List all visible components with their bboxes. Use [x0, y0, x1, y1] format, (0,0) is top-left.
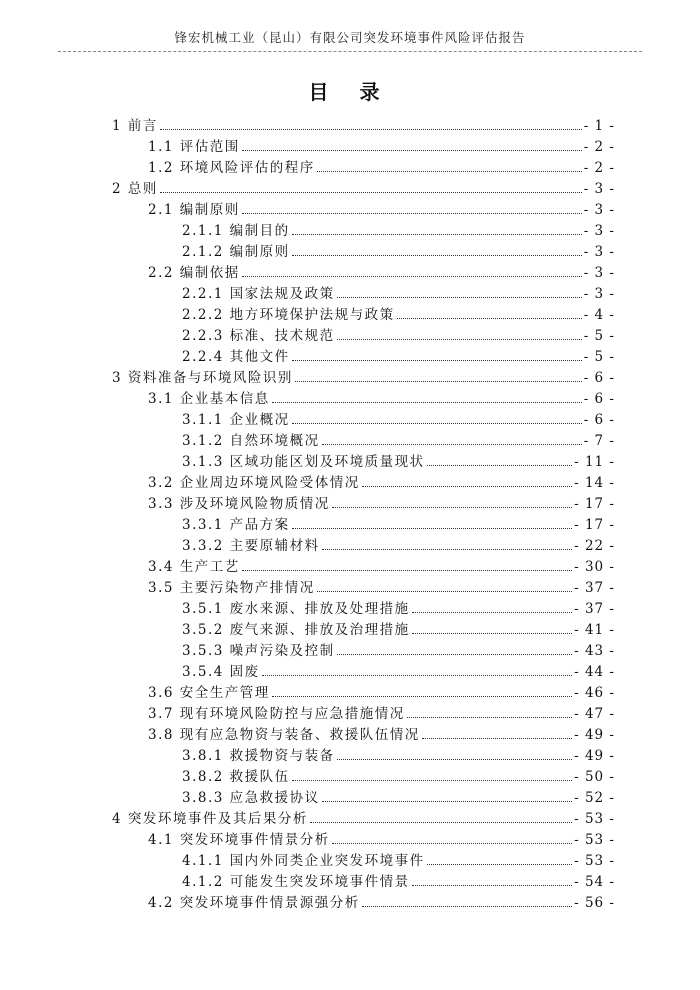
toc-entry[interactable]: [182, 407, 615, 428]
toc-leader-dots: [292, 359, 582, 361]
toc-entry[interactable]: [182, 512, 615, 533]
toc-leader-dots: [362, 905, 572, 907]
toc-page-number: - 3 -: [583, 181, 615, 197]
toc-entry[interactable]: [182, 302, 615, 323]
toc-entry-title: 3.8.2 救援队伍: [182, 769, 290, 785]
toc-page-number: - 44 -: [574, 664, 615, 680]
toc-entry-title: 3.3.1 产品方案: [182, 517, 290, 533]
toc-entry[interactable]: [182, 617, 615, 638]
toc-leader-dots: [322, 548, 572, 550]
toc-leader-dots: [317, 590, 572, 592]
toc-leader-dots: [262, 674, 572, 676]
toc-entry-title: 3.5.1 废水来源、排放及处理措施: [182, 601, 410, 617]
toc-page-number: - 30 -: [574, 559, 615, 575]
toc-page-number: - 6 -: [583, 391, 615, 407]
toc-entry[interactable]: [148, 890, 615, 911]
toc-page-number: - 5 -: [583, 349, 615, 365]
toc-page-number: - 43 -: [574, 643, 615, 659]
toc-page-number: - 2 -: [583, 139, 615, 155]
toc-page-number: - 7 -: [583, 433, 615, 449]
toc-entry-title: 3.8.1 救援物资与装备: [182, 748, 335, 764]
toc-page-number: - 3 -: [583, 202, 615, 218]
toc-entry[interactable]: [182, 323, 615, 344]
toc-entry[interactable]: [148, 260, 615, 281]
toc-leader-dots: [337, 296, 582, 298]
toc-page-number: - 3 -: [583, 244, 615, 260]
toc-leader-dots: [427, 464, 572, 466]
toc-entry-title: 2.2.4 其他文件: [182, 349, 290, 365]
toc-page-number: - 4 -: [583, 307, 615, 323]
toc-page-number: - 3 -: [583, 286, 615, 302]
toc-page-number: - 53 -: [574, 853, 615, 869]
toc-leader-dots: [412, 632, 572, 634]
toc-entry[interactable]: [112, 176, 615, 197]
toc-leader-dots: [332, 506, 572, 508]
toc-entry[interactable]: [148, 134, 615, 155]
toc-entry[interactable]: [182, 239, 615, 260]
toc-leader-dots: [310, 821, 572, 823]
toc-entry-title: 3.3 涉及环境风险物质情况: [148, 496, 330, 512]
toc-page-number: - 49 -: [574, 748, 615, 764]
toc-entry[interactable]: [182, 596, 615, 617]
toc-leader-dots: [412, 611, 572, 613]
toc-entry[interactable]: [148, 197, 615, 218]
toc-entry[interactable]: [182, 743, 615, 764]
toc-entry[interactable]: [148, 470, 615, 491]
toc-entry-title: 3.5 主要污染物产排情况: [148, 580, 315, 596]
toc-leader-dots: [292, 254, 582, 256]
toc-entry-title: 3 资料准备与环境风险识别: [112, 370, 293, 386]
toc-entry[interactable]: [148, 386, 615, 407]
toc-entry-title: 4 突发环境事件及其后果分析: [112, 811, 308, 827]
toc-entry-title: 3.5.2 废气来源、排放及治理措施: [182, 622, 410, 638]
toc-entry-title: 1.1 评估范围: [148, 139, 240, 155]
toc-leader-dots: [322, 443, 582, 445]
toc-leader-dots: [160, 128, 582, 130]
toc-page-number: - 37 -: [574, 601, 615, 617]
toc-entry[interactable]: [148, 575, 615, 596]
toc-leader-dots: [295, 380, 582, 382]
toc-leader-dots: [362, 485, 572, 487]
toc-page-number: - 49 -: [574, 727, 615, 743]
toc-entry-title: 3.7 现有环境风险防控与应急措施情况: [148, 706, 405, 722]
toc-entry[interactable]: [148, 680, 615, 701]
toc-page-number: - 56 -: [574, 895, 615, 911]
toc-leader-dots: [397, 317, 582, 319]
toc-entry[interactable]: [148, 827, 615, 848]
toc-entry-title: 4.1 突发环境事件情景分析: [148, 832, 330, 848]
toc-page-number: - 6 -: [583, 370, 615, 386]
toc-entry-title: 2.2 编制依据: [148, 265, 240, 281]
toc-page-number: - 54 -: [574, 874, 615, 890]
toc-entry[interactable]: [182, 764, 615, 785]
toc-leader-dots: [422, 737, 572, 739]
toc-entry[interactable]: [148, 722, 615, 743]
toc-entry[interactable]: [182, 344, 615, 365]
toc-entry[interactable]: [182, 533, 615, 554]
toc-leader-dots: [332, 842, 572, 844]
toc-entry-title: 2.1 编制原则: [148, 202, 240, 218]
toc-page-number: - 17 -: [574, 496, 615, 512]
toc-entry-title: 4.2 突发环境事件情景源强分析: [148, 895, 360, 911]
toc-entry-title: 2.2.2 地方环境保护法规与政策: [182, 307, 395, 323]
header-divider: [58, 51, 642, 52]
toc-leader-dots: [412, 884, 572, 886]
toc-entry-title: 4.1.1 国内外同类企业突发环境事件: [182, 853, 425, 869]
toc-leader-dots: [272, 401, 582, 403]
toc-entry-title: 3.1 企业基本信息: [148, 391, 270, 407]
toc-page-number: - 52 -: [574, 790, 615, 806]
toc-entry-title: 3.1.1 企业概况: [182, 412, 290, 428]
toc-page-number: - 47 -: [574, 706, 615, 722]
toc-page-number: - 6 -: [583, 412, 615, 428]
toc-leader-dots: [242, 569, 572, 571]
toc-leader-dots: [322, 800, 572, 802]
toc-page-number: - 1 -: [583, 118, 615, 134]
toc-entry-title: 1 前言: [112, 118, 158, 134]
toc-entry-title: 3.4 生产工艺: [148, 559, 240, 575]
toc-page-number: - 37 -: [574, 580, 615, 596]
toc-entry-title: 3.1.3 区域功能区划及环境质量现状: [182, 454, 425, 470]
toc-entry-title: 4.1.2 可能发生突发环境事件情景: [182, 874, 410, 890]
toc-leader-dots: [407, 716, 572, 718]
toc-page-number: - 2 -: [583, 160, 615, 176]
toc-leader-dots: [242, 275, 582, 277]
toc-entry[interactable]: [148, 155, 615, 176]
toc-leader-dots: [292, 779, 572, 781]
toc-leader-dots: [337, 653, 572, 655]
toc-entry[interactable]: [182, 218, 615, 239]
toc-entry-title: 3.5.4 固废: [182, 664, 260, 680]
toc-entry[interactable]: [148, 701, 615, 722]
toc-entry-title: 1.2 环境风险评估的程序: [148, 160, 315, 176]
toc-page-number: - 50 -: [574, 769, 615, 785]
toc-entry[interactable]: [182, 281, 615, 302]
toc-entry[interactable]: [148, 554, 615, 575]
toc-entry-title: 3.6 安全生产管理: [148, 685, 270, 701]
toc-entry-title: 2 总则: [112, 181, 158, 197]
toc-leader-dots: [242, 212, 582, 214]
toc-page-number: - 3 -: [583, 223, 615, 239]
toc-entry[interactable]: [182, 848, 615, 869]
toc-page-number: - 3 -: [583, 265, 615, 281]
toc-page-number: - 22 -: [574, 538, 615, 554]
toc-leader-dots: [337, 338, 582, 340]
toc-page-number: - 46 -: [574, 685, 615, 701]
toc-entry[interactable]: [148, 491, 615, 512]
toc-leader-dots: [160, 191, 582, 193]
page-title: 目 录: [308, 80, 392, 104]
toc-entry[interactable]: [182, 869, 615, 890]
toc-page-number: - 5 -: [583, 328, 615, 344]
toc-entry[interactable]: [182, 659, 615, 680]
toc-entry[interactable]: [182, 638, 615, 659]
toc-entry-title: 2.1.2 编制原则: [182, 244, 290, 260]
toc-leader-dots: [242, 149, 582, 151]
toc-entry[interactable]: [182, 428, 615, 449]
toc-page-number: - 11 -: [574, 454, 615, 470]
toc-leader-dots: [427, 863, 572, 865]
toc-leader-dots: [292, 233, 582, 235]
toc-entry-title: 2.1.1 编制目的: [182, 223, 290, 239]
toc-entry[interactable]: [182, 785, 615, 806]
toc-entry-title: 2.2.3 标准、技术规范: [182, 328, 335, 344]
toc-leader-dots: [317, 170, 582, 172]
toc-entry-title: 3.3.2 主要原辅材料: [182, 538, 320, 554]
toc-leader-dots: [337, 758, 572, 760]
toc-entry-title: 3.2 企业周边环境风险受体情况: [148, 475, 360, 491]
toc-entry[interactable]: [112, 806, 615, 827]
toc-leader-dots: [272, 695, 572, 697]
toc-page-number: - 41 -: [574, 622, 615, 638]
toc-page-number: - 53 -: [574, 832, 615, 848]
toc-page-number: - 53 -: [574, 811, 615, 827]
toc-entry[interactable]: [112, 113, 615, 134]
toc-entry-title: 3.8.3 应急救援协议: [182, 790, 320, 806]
toc-leader-dots: [292, 527, 572, 529]
toc-page-number: - 17 -: [574, 517, 615, 533]
toc-entry[interactable]: [112, 365, 615, 386]
toc-entry-title: 3.5.3 噪声污染及控制: [182, 643, 335, 659]
toc-leader-dots: [292, 422, 582, 424]
toc-page-number: - 14 -: [574, 475, 615, 491]
toc-entry-title: 3.1.2 自然环境概况: [182, 433, 320, 449]
running-header: 锋宏机械工业（昆山）有限公司突发环境事件风险评估报告: [174, 30, 526, 45]
toc-entry[interactable]: [182, 449, 615, 470]
toc-entry-title: 2.2.1 国家法规及政策: [182, 286, 335, 302]
toc-entry-title: 3.8 现有应急物资与装备、救援队伍情况: [148, 727, 420, 743]
